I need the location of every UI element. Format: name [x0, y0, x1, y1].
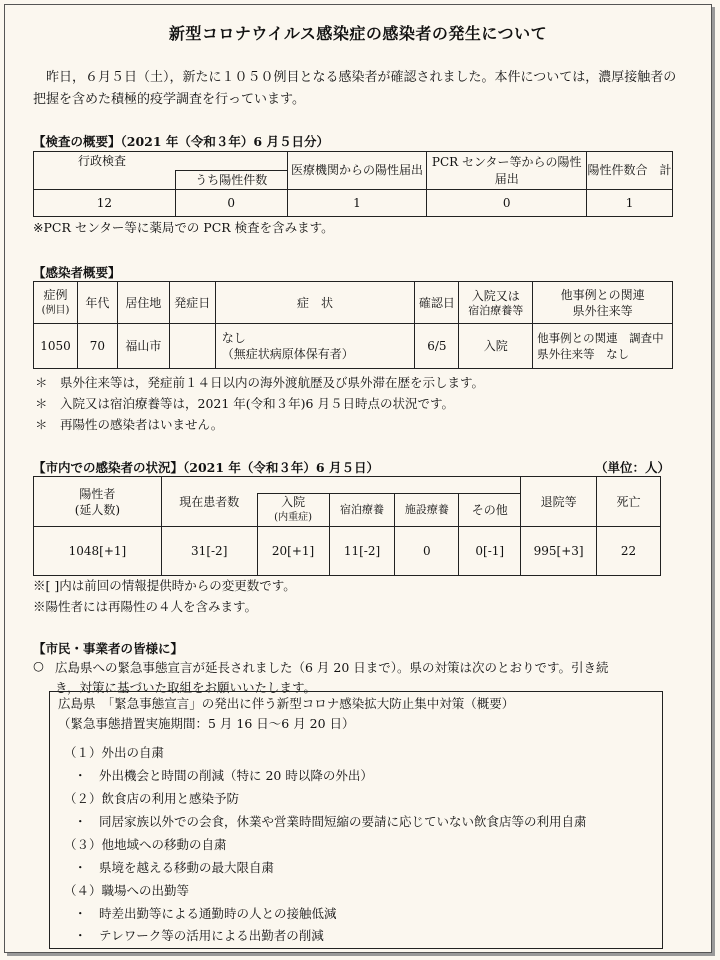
exam-header-iryo: 医療機関からの陽性届出	[287, 152, 427, 190]
measure-2-heading: （２）飲食店の利用と感染予防	[64, 791, 240, 806]
city-heading: 【市内での感染者の状況】（2021 年（令和３年）6 月５日）	[33, 460, 379, 475]
exam-table	[33, 151, 673, 217]
city-note-2: ※陽性者には再陽性の４人を含みます。	[33, 599, 258, 614]
exam-heading: 【検査の概要】（2021 年（令和３年）6 月５日分）	[33, 134, 329, 149]
citizens-line-2: き，対策に基づいた取組をお願いいたします。	[55, 680, 317, 695]
city-header-hotel: 宿泊療養	[329, 494, 395, 527]
citizens-heading: 【市民・事業者の皆様に】	[33, 641, 184, 656]
patient-hosp: 入院	[459, 324, 533, 369]
patient-header-onset: 発症日	[169, 282, 215, 324]
city-header-current: 現在患者数	[161, 477, 257, 527]
measures-box	[49, 691, 663, 949]
exam-value-yosei: 0	[175, 190, 287, 217]
city-value-hosp: 20[+1]	[257, 527, 329, 576]
city-value-hotel: 11[-2]	[329, 527, 395, 576]
city-header-facility: 施設療養	[395, 494, 459, 527]
city-value-discharge: 995[+3]	[521, 527, 597, 576]
intro-paragraph: 昨日，６月５日（土），新たに１０５０例目となる感染者が確認されました。本件については，濃厚接触者の把握を含めた積極的疫学調査を行っています。	[33, 70, 677, 107]
city-header-other: その他	[459, 494, 521, 527]
patient-case: 1050	[34, 324, 78, 369]
patient-onset	[169, 324, 215, 369]
exam-value-pcr: 0	[427, 190, 587, 217]
city-note-1: ※[ ]内は前回の情報提供時からの変更数です。	[33, 578, 296, 593]
measure-2-detail: ・ 同居家族以外での会食，休業や営業時間短縮の要請に応じていない飲食店等の利用自粛	[74, 814, 587, 829]
patient-confirm: 6/5	[415, 324, 459, 369]
exam-header-total: 陽性件数合 計	[587, 152, 673, 190]
patient-note-1: ＊ 県外往来等は，発症前１４日以内の海外渡航歴及び県外滞在歴を示します。	[35, 375, 485, 390]
city-unit: （単位：人）	[595, 460, 671, 475]
exam-header-yosei: うち陽性件数	[175, 171, 287, 190]
patient-header-residence: 居住地	[117, 282, 169, 324]
city-header-death: 死亡	[597, 477, 661, 527]
city-header-positive: 陽性者 (延人数)	[34, 477, 162, 527]
measure-3-heading: （３）他地域への移動の自粛	[64, 837, 227, 852]
measure-4-heading: （４）職場への出勤等	[64, 883, 190, 898]
patient-header-case: 症例 (例目)	[34, 282, 78, 324]
page-title: 新型コロナウイルス感染症の感染者の発生について	[168, 24, 548, 43]
city-value-other: 0[-1]	[459, 527, 521, 576]
exam-note: ※PCR センター等に薬局での PCR 検査を含みます。	[33, 220, 334, 235]
patient-header-hosp: 入院又は 宿泊療養等	[459, 282, 533, 324]
city-table	[33, 476, 661, 576]
measure-4-detail: ・ 時差出勤等による通勤時の人との接触低減	[74, 906, 337, 921]
patient-relation: 他事例との関連 調査中 県外往来等 なし	[533, 324, 673, 369]
city-header-discharge: 退院等	[521, 477, 597, 527]
exam-value-total: 1	[587, 190, 673, 217]
measure-4-detail-2: ・ テレワーク等の活用による出勤者の削減	[74, 928, 324, 943]
patient-header-relation: 他事例との関連 県外往来等	[533, 282, 673, 324]
exam-header-gyosei: 行政検査	[34, 152, 288, 171]
patient-age: 70	[77, 324, 117, 369]
measures-period: （緊急事態措置実施期間：5 月 16 日～6 月 20 日）	[58, 716, 355, 731]
exam-value-gyosei: 12	[34, 190, 176, 217]
patient-symptom: なし （無症状病原体保有者）	[215, 324, 415, 369]
patient-note-2: ＊ 入院又は宿泊療養等は，2021 年(令和３年)6 月５日時点の状況です。	[35, 396, 454, 411]
city-value-facility: 0	[395, 527, 459, 576]
patient-note-3: ＊ 再陽性の感染者はいません。	[35, 417, 224, 432]
exam-value-iryo: 1	[287, 190, 427, 217]
patient-heading: 【感染者概要】	[33, 265, 121, 280]
patient-residence: 福山市	[117, 324, 169, 369]
city-value-current: 31[-2]	[161, 527, 257, 576]
patient-header-confirm: 確認日	[415, 282, 459, 324]
city-value-death: 22	[597, 527, 661, 576]
patient-header-symptom: 症 状	[215, 282, 415, 324]
city-header-spacer	[257, 477, 521, 494]
citizens-line-1: 広島県への緊急事態宣言が延長されました（6 月 20 日まで）。県の対策は次のとおりです。引き続	[55, 660, 609, 675]
exam-header-blank	[34, 171, 176, 190]
measure-1-detail: ・ 外出機会と時間の削減（特に 20 時以降の外出）	[74, 768, 373, 783]
measures-title: 広島県 「緊急事態宣言」の発出に伴う新型コロナ感染拡大防止集中対策（概要）	[58, 696, 515, 711]
patient-header-age: 年代	[77, 282, 117, 324]
city-value-positive: 1048[+1]	[34, 527, 162, 576]
measure-1-heading: （１）外出の自粛	[64, 745, 165, 760]
citizens-bullet: ○	[33, 658, 44, 673]
measure-3-detail: ・ 県境を越える移動の最大限自粛	[74, 860, 275, 875]
document-page	[4, 4, 712, 953]
patient-table	[33, 281, 673, 369]
exam-header-pcr: PCR センター等からの陽性届出	[427, 152, 587, 190]
city-header-hosp: 入院 (内重症)	[257, 494, 329, 527]
